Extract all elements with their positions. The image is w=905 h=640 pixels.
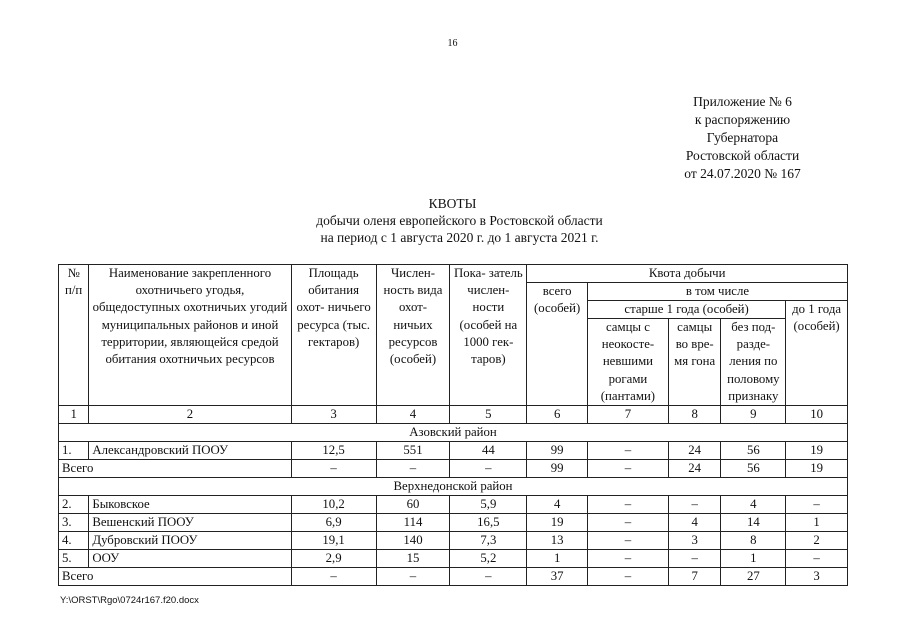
row-under1: – — [786, 550, 848, 568]
header-under1: до 1 года (особей) — [786, 301, 848, 406]
total-area: – — [291, 460, 376, 478]
row-under1: 19 — [786, 442, 848, 460]
header-no-sex: без под- разде- ления по половому признаку — [721, 319, 786, 406]
row-area: 19,1 — [291, 532, 376, 550]
row-area: 10,2 — [291, 496, 376, 514]
total-males-antlers: – — [587, 460, 668, 478]
header-density: Пока- затель числен- ности (особей на 1000 гек- таров) — [450, 265, 527, 406]
total-count: – — [376, 568, 450, 586]
row-males-antlers: – — [587, 442, 668, 460]
region-heading: Азовский район — [59, 424, 848, 442]
document-title — [0, 195, 905, 246]
header-including: в том числе — [587, 283, 847, 301]
column-number: 1 — [59, 406, 89, 424]
row-males-rut: 3 — [668, 532, 721, 550]
column-number: 9 — [721, 406, 786, 424]
row-number: 5. — [59, 550, 89, 568]
header-males-antlers: самцы с неокосте- невшими рогами (пантами) — [587, 319, 668, 406]
total-under1: 19 — [786, 460, 848, 478]
row-count: 114 — [376, 514, 450, 532]
total-label: Всего — [59, 568, 292, 586]
column-number: 3 — [291, 406, 376, 424]
total-males-antlers: – — [587, 568, 668, 586]
row-count: 15 — [376, 550, 450, 568]
row-density: 5,9 — [450, 496, 527, 514]
page-number: 16 — [447, 38, 458, 49]
row-no-sex: 56 — [721, 442, 786, 460]
table-row — [59, 532, 848, 550]
row-number: 3. — [59, 514, 89, 532]
column-number: 6 — [527, 406, 588, 424]
row-no-sex: 1 — [721, 550, 786, 568]
row-total: 99 — [527, 442, 588, 460]
row-no-sex: 4 — [721, 496, 786, 514]
row-under1: – — [786, 496, 848, 514]
row-males-rut: – — [668, 550, 721, 568]
quota-table — [58, 264, 848, 586]
title-period: на период с 1 августа 2020 г. до 1 августа 2021 г. — [320, 230, 599, 245]
row-no-sex: 8 — [721, 532, 786, 550]
row-total: 13 — [527, 532, 588, 550]
row-under1: 2 — [786, 532, 848, 550]
row-area: 2,9 — [291, 550, 376, 568]
row-under1: 1 — [786, 514, 848, 532]
total-total: 37 — [527, 568, 588, 586]
row-count: 60 — [376, 496, 450, 514]
total-under1: 3 — [786, 568, 848, 586]
appendix-line: к распоряжению — [694, 112, 791, 127]
header-name: Наименование закрепленного охотничьего угодья, общедоступных охотничьих угодий муниципальных районов и иной территории, являющейся средой обитания охотничьих ресурсов — [89, 265, 291, 406]
total-row — [59, 568, 848, 586]
header-males-rut: самцы во вре- мя гона — [668, 319, 721, 406]
appendix-line: Губернатора — [706, 130, 779, 145]
total-density: – — [450, 568, 527, 586]
total-area: – — [291, 568, 376, 586]
column-number: 10 — [786, 406, 848, 424]
row-density: 7,3 — [450, 532, 527, 550]
table-row — [59, 496, 848, 514]
appendix-block — [640, 93, 845, 183]
total-no-sex: 56 — [721, 460, 786, 478]
footer-file-path: Y:\ORST\Rgo\0724r167.f20.docx — [60, 595, 199, 606]
row-density: 16,5 — [450, 514, 527, 532]
column-number: 2 — [89, 406, 291, 424]
title-subtitle: добычи оленя европейского в Ростовской области — [316, 213, 603, 228]
table-row — [59, 514, 848, 532]
column-number: 8 — [668, 406, 721, 424]
row-name: Александровский ПООУ — [89, 442, 291, 460]
total-no-sex: 27 — [721, 568, 786, 586]
row-area: 12,5 — [291, 442, 376, 460]
header-area: Площадь обитания охот- ничьего ресурса (тыс. гектаров) — [291, 265, 376, 406]
row-males-antlers: – — [587, 550, 668, 568]
row-no-sex: 14 — [721, 514, 786, 532]
total-total: 99 — [527, 460, 588, 478]
region-heading: Верхнедонской район — [59, 478, 848, 496]
row-males-antlers: – — [587, 496, 668, 514]
total-males-rut: 7 — [668, 568, 721, 586]
row-males-rut: – — [668, 496, 721, 514]
column-number: 7 — [587, 406, 668, 424]
header-number: № п/п — [59, 265, 89, 406]
row-density: 44 — [450, 442, 527, 460]
table-row — [59, 442, 848, 460]
row-number: 1. — [59, 442, 89, 460]
row-males-rut: 4 — [668, 514, 721, 532]
row-number: 4. — [59, 532, 89, 550]
row-males-rut: 24 — [668, 442, 721, 460]
row-name: Быковское — [89, 496, 291, 514]
row-total: 1 — [527, 550, 588, 568]
row-name: ООУ — [89, 550, 291, 568]
row-number: 2. — [59, 496, 89, 514]
header-population: Числен- ность вида охот- ничьих ресурсов (особей) — [376, 265, 450, 406]
header-older: старше 1 года (особей) — [587, 301, 785, 319]
row-density: 5,2 — [450, 550, 527, 568]
column-number: 5 — [450, 406, 527, 424]
total-label: Всего — [59, 460, 292, 478]
total-row — [59, 460, 848, 478]
total-density: – — [450, 460, 527, 478]
row-males-antlers: – — [587, 532, 668, 550]
table-row — [59, 550, 848, 568]
row-total: 19 — [527, 514, 588, 532]
total-count: – — [376, 460, 450, 478]
appendix-line: от 24.07.2020 № 167 — [684, 166, 801, 181]
row-count: 551 — [376, 442, 450, 460]
row-count: 140 — [376, 532, 450, 550]
appendix-line: Приложение № 6 — [693, 94, 792, 109]
row-area: 6,9 — [291, 514, 376, 532]
row-total: 4 — [527, 496, 588, 514]
column-number: 4 — [376, 406, 450, 424]
header-quota: Квота добычи — [527, 265, 848, 283]
total-males-rut: 24 — [668, 460, 721, 478]
header-total: всего (особей) — [527, 283, 588, 406]
row-name: Дубровский ПООУ — [89, 532, 291, 550]
appendix-line: Ростовской области — [685, 148, 800, 163]
title-main: КВОТЫ — [428, 196, 477, 211]
row-males-antlers: – — [587, 514, 668, 532]
row-name: Вешенский ПООУ — [89, 514, 291, 532]
